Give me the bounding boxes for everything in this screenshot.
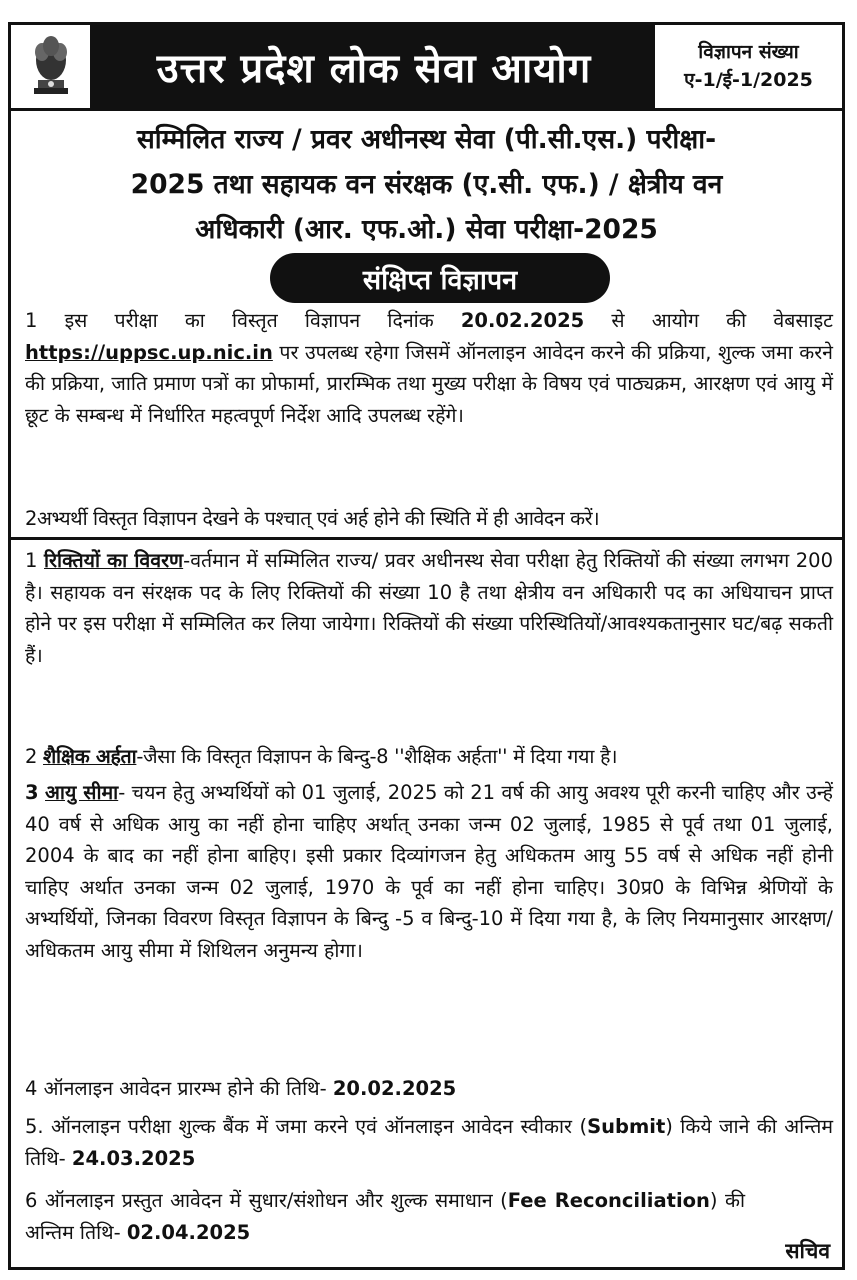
section-text: ऑनलाइन प्रस्तुत आवेदन में सुधार/संशोधन और शुल्क समाधान (: [44, 1189, 508, 1212]
header-row: [11, 25, 842, 111]
section-age-limit: [25, 777, 833, 966]
intro-text: अभ्यर्थी विस्तृत विज्ञापन देखने के पश्चात् एवं अर्ह होने की स्थिति में ही आवेदन करें।: [37, 507, 600, 530]
point-number: 1: [25, 309, 38, 332]
adv-number: ए-1/ई-1/2025: [684, 68, 813, 91]
point-number: 6: [25, 1189, 38, 1212]
section-correction-deadline: [25, 1185, 745, 1248]
intro-point-1: [25, 305, 833, 431]
section-text: - चयन हेतु अभ्यर्थियों को 01 जुलाई, 2025 को 21 वर्ष की आयु अवश्य पूरी करनी चाहिए और उन्हें 40 वर्ष से अधिक आयु का नहीं होना चाहिए अर्थात् उनका जन्म 02 जुलाई, 1985 से पूर्व तथा 01 जुलाई, 2004 के बाद का नहीं होना बाहिए। इसी प्रकार दिव्यांगजन हेतु अधिकतम आयु 55 वर्ष से अधिक नहीं होनी चाहिए अर्थात उनका जन्म 02 जुलाई, 1970 के पूर्व का नहीं होना चाहिए। 30प्र0 के विभिन्न श्रेणियों के अभ्यर्थियों, जिनका विवरण विस्तृत विज्ञापन के बिन्दु -5 व बिन्दु-10 में दिया गया है, के लिए नियमानुसार आरक्षण/अधिकतम आयु सीमा में शिथिलन अनुमन्य होगा।: [25, 781, 833, 962]
exam-title-line: सम्मिलित राज्य / प्रवर अधीनस्थ सेवा (पी.सी.एस.) परीक्षा-: [136, 124, 717, 155]
section-text: ) किये जाने की अन्तिम तिथि-: [25, 1115, 833, 1170]
fee-reconciliation-term: Fee Reconciliation: [507, 1189, 710, 1212]
advert-date: 20.02.2025: [460, 309, 585, 332]
point-number: 1: [25, 549, 38, 572]
website-link[interactable]: https://uppsc.up.nic.in: [25, 340, 273, 364]
section-divider: [11, 537, 842, 540]
point-number: 3: [25, 781, 39, 804]
exam-title-line: अधिकारी (आर. एफ.ओ.) सेवा परीक्षा-2025: [195, 214, 658, 245]
adv-label: विज्ञापन संख्या: [698, 40, 799, 63]
section-qualification: [25, 741, 833, 773]
section-text: -जैसा कि विस्तृत विज्ञापन के बिन्दु-8 ''शैक्षिक अर्हता'' में दिया गया है।: [136, 745, 618, 768]
section-fee-deadline: [25, 1111, 833, 1174]
point-number: 4: [25, 1077, 38, 1100]
section-application-start: [25, 1073, 833, 1105]
short-notice-label: संक्षिप्त विज्ञापन: [270, 253, 610, 303]
submit-term: Submit: [587, 1115, 666, 1138]
section-vacancies: [25, 545, 833, 671]
state-emblem-icon: [26, 32, 76, 102]
advertisement-frame: [8, 22, 845, 1270]
commission-name: उत्तर प्रदेश लोक सेवा आयोग: [93, 25, 655, 108]
advertisement-number-box: [655, 25, 842, 108]
intro-text: इस परीक्षा का विस्तृत विज्ञापन दिनांक: [64, 309, 434, 332]
point-number: 2: [25, 507, 38, 530]
intro-text: से आयोग की वेबसाइट: [611, 309, 833, 332]
exam-title-line: 2025 तथा सहायक वन संरक्षक (ए.सी. एफ.) / क्षेत्रीय वन: [130, 169, 723, 200]
secretary-signature: सचिव: [785, 1239, 830, 1263]
fee-deadline-date: 24.03.2025: [71, 1146, 196, 1170]
exam-title: [11, 117, 842, 252]
correction-deadline-date: 02.04.2025: [126, 1220, 251, 1244]
age-limit-heading: आयु सीमा: [45, 781, 119, 804]
section-text: ऑनलाइन आवेदन प्रारम्भ होने की तिथि-: [43, 1077, 327, 1100]
emblem-box: [11, 25, 93, 108]
section-text: -वर्तमान में सम्मिलित राज्य/ प्रवर अधीनस्थ सेवा परीक्षा हेतु रिक्तियों की संख्या लगभग 200 है। सहायक वन संरक्षक पद के लिए रिक्तियों की संख्या 10 है तथा क्षेत्रीय वन अधिकारी पद का अधियाचन प्राप्त होने पर इस परीक्षा में सम्मिलित कर लिया जायेगा। रिक्तियों की संख्या परिस्थितियों/आवश्यकतानुसार घट/बढ़ सकती हैं।: [25, 549, 833, 667]
point-number: 5.: [25, 1115, 44, 1138]
section-text: ऑनलाइन परीक्षा शुल्क बैंक में जमा करने एवं ऑनलाइन आवेदन स्वीकार (: [51, 1115, 588, 1138]
section-text: ) की अन्तिम तिथि-: [25, 1189, 745, 1244]
application-start-date: 20.02.2025: [332, 1077, 457, 1100]
intro-text: पर उपलब्ध रहेगा जिसमें ऑनलाइन आवेदन करने की प्रक्रिया, शुल्क जमा करने की प्रक्रिया, जाति प्रमाण पत्रों का प्रोफार्मा, प्रारम्भिक तथा मुख्य परीक्षा के विषय एवं पाठ्यक्रम, आरक्षण एवं आयु में छूट के सम्बन्ध में निर्धारित महत्वपूर्ण निर्देश आदि उपलब्ध रहेंगे।: [25, 340, 833, 427]
point-number: 2: [25, 745, 38, 768]
intro-point-2: [25, 503, 833, 535]
qualification-heading: शैक्षिक अर्हता: [43, 745, 137, 768]
vacancies-heading: रिक्तियों का विवरण: [44, 549, 184, 572]
